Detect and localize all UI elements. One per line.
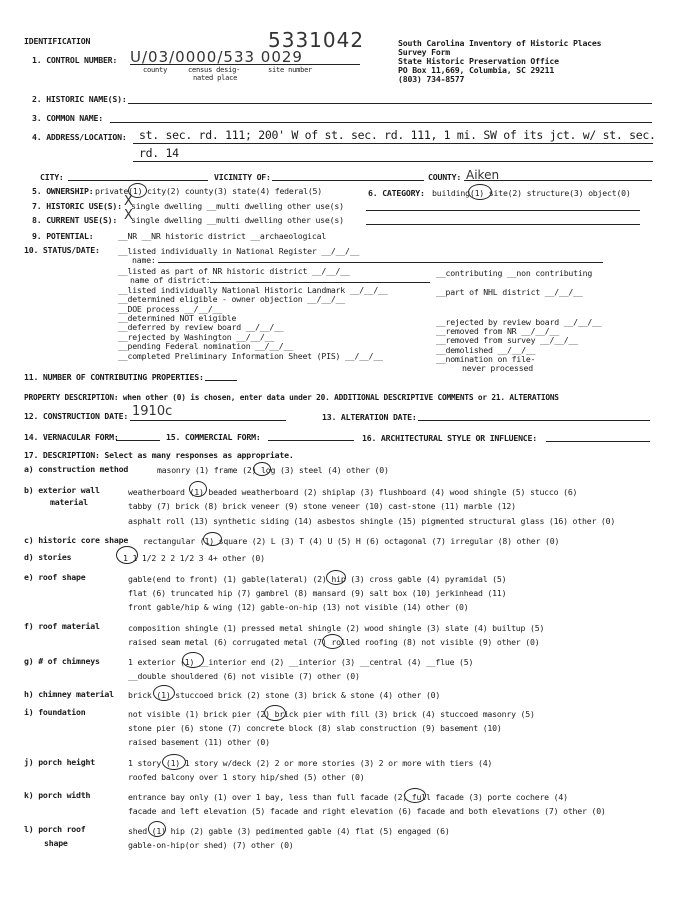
city-line — [68, 180, 208, 181]
brick-pier-circle — [264, 705, 286, 721]
alteration-date-label: 13. ALTERATION DATE: — [322, 412, 417, 422]
section-c-line-0: rectangular (1) square (2) L (3) T (4) U (5) H (6) octagonal (7) irregular (8) other (0) — [143, 536, 560, 546]
construction-date-label: 12. CONSTRUCTION DATE: — [24, 411, 129, 421]
section-k-line-1: facade and left elevation (5) facade and right elevation (6) facade and both elevations (7) other (0) — [128, 806, 606, 816]
status-left-2: __listed as part of NR historic district __/__/__ — [118, 266, 350, 276]
status-left-7: __determined NOT eligible — [118, 313, 237, 323]
status-left-8: __deferred by review board __/__/__ — [118, 322, 284, 332]
vicinity-label: VICINITY OF: — [214, 172, 271, 182]
historic-use-check: X — [124, 194, 133, 209]
weatherboard-circle — [189, 481, 207, 497]
vicinity-line — [272, 180, 424, 181]
address-line-2-rule — [133, 161, 653, 162]
current-use-options: single dwelling __multi dwelling other use(s) — [131, 215, 344, 225]
address-line-1-rule — [133, 143, 653, 144]
status-right-1: __part of NHL district __/__/__ — [436, 287, 583, 297]
section-b-line-0: weatherboard (1) beaded weatherboard (2) shiplap (3) flushboard (4) wood shingle (5) stucco (6) — [128, 487, 578, 497]
common-name-label: 3. COMMON NAME: — [32, 113, 103, 123]
category-building-circle — [468, 184, 492, 200]
control-number-line — [130, 64, 360, 65]
status-district-line — [210, 282, 430, 283]
commercial-form-label: 15. COMMERCIAL FORM: — [166, 432, 261, 442]
status-right-2: __rejected by review board __/__/__ — [436, 317, 602, 327]
frame-circle — [253, 462, 271, 476]
status-left-10: __pending Federal nomination __/__/__ — [118, 341, 293, 351]
potential-options: __NR __NR historic district __archaeological — [118, 231, 327, 241]
section-b-key-1: b) exterior wall — [24, 485, 100, 495]
historic-use-other-line — [366, 210, 640, 211]
address-line-2: rd. 14 — [139, 146, 179, 160]
status-right-5: __demolished __/__/__ — [436, 345, 536, 355]
county-label: COUNTY: — [428, 172, 462, 182]
form-type: Survey Form — [398, 47, 451, 57]
org-name: South Carolina Inventory of Historic Places — [398, 38, 602, 48]
status-left-9: __rejected by Washington __/__/__ — [118, 332, 275, 342]
control-sub-designated: nated place — [193, 74, 238, 82]
status-right-6: __nomination on file- — [436, 354, 536, 364]
county-line — [464, 180, 652, 181]
status-right-0: __contributing __non contributing — [436, 268, 593, 278]
status-right-3: __removed from NR __/__/__ — [436, 326, 559, 336]
control-sub-census: census desig- — [188, 66, 241, 74]
section-c-key: c) historic core shape — [24, 535, 129, 545]
section-k-key: k) porch width — [24, 790, 91, 800]
section-d-line-0: 1 1 1/2 2 2 1/2 3 4+ other (0) — [123, 553, 265, 563]
section-l-line-1: gable-on-hip(or shed) (7) other (0) — [128, 840, 294, 850]
rectangular-circle — [203, 532, 222, 546]
office-phone: (803) 734-8577 — [398, 74, 465, 84]
section-j-line-1: roofed balcony over 1 story hip/shed (5) other (0) — [128, 772, 365, 782]
section-b-line-1: tabby (7) brick (8) brick veneer (9) stone veneer (10) cast-stone (11) marble (12) — [128, 501, 516, 511]
section-j-key: j) porch height — [24, 757, 95, 767]
county-value: Aiken — [466, 168, 500, 182]
section-f-key: f) roof material — [24, 621, 100, 631]
section-h-key: h) chimney material — [24, 689, 114, 699]
section-a-line-0: masonry (1) frame (2) log (3) steel (4) other (0) — [157, 465, 389, 475]
alteration-date-line — [418, 420, 650, 421]
city-label: CITY: — [40, 172, 64, 182]
one-story-porch-circle — [162, 754, 186, 770]
potential-label: 9. POTENTIAL: — [32, 231, 94, 241]
contributing-label: 11. NUMBER OF CONTRIBUTING PROPERTIES: — [24, 372, 204, 382]
ownership-label: 5. OWNERSHIP: — [32, 186, 94, 196]
section-l-line-0: shed (1) hip (2) gable (3) pedimented gable (4) flat (5) engaged (6) — [128, 826, 450, 836]
section-d-key: d) stories — [24, 552, 72, 562]
current-use-other-line — [366, 224, 640, 225]
current-use-label: 8. CURRENT USE(S): — [32, 215, 118, 225]
status-left-5: __determined eligible - owner objection __/__/__ — [118, 294, 346, 304]
status-left-3: name of district: — [130, 275, 211, 285]
current-use-check: X — [124, 208, 133, 223]
brick-chimney-circle — [153, 685, 175, 701]
architectural-style-line — [546, 441, 650, 442]
section-e-key: e) roof shape — [24, 572, 86, 582]
section-b-line-2: asphalt roll (13) synthetic siding (14) asbestos shingle (15) pigmented structural glass (16) other (0) — [128, 516, 616, 526]
section-l-key-2: shape — [44, 838, 68, 848]
porch-width-circle — [404, 788, 426, 803]
status-left-4: __listed individually National Historic Landmark __/__/__ — [118, 285, 388, 295]
status-left-0: __listed individually in National Register __/__/__ — [118, 246, 360, 256]
handwritten-control-number: 5331042 — [268, 28, 365, 52]
section-i-key: i) foundation — [24, 707, 86, 717]
section-e-line-0: gable(end to front) (1) gable(lateral) (2) hip (3) cross gable (4) pyramidal (5) — [128, 574, 507, 584]
section-l-key-1: l) porch roof — [24, 824, 86, 834]
section-a-key: a) construction method — [24, 464, 129, 474]
section-g-line-0: 1 exterior (1) __interior end (2) __interior (3) __central (4) __flue (5) — [128, 657, 474, 667]
description-heading: 17. DESCRIPTION: Select as many responses as appropriate. — [24, 450, 294, 460]
section-i-line-0: not visible (1) brick pier (2) brick pier with fill (3) brick (4) stuccoed masonry (5) — [128, 709, 535, 719]
construction-date-value: 1910c — [132, 404, 173, 419]
historic-names-label: 2. HISTORIC NAME(S): — [32, 94, 127, 104]
office-name: State Historic Preservation Office — [398, 56, 559, 66]
section-j-line-0: 1 story (1) 1 story w/deck (2) 2 or more stories (3) 2 or more with tiers (4) — [128, 758, 493, 768]
section-b-key-2: material — [50, 497, 88, 507]
architectural-style-label: 16. ARCHITECTURAL STYLE OR INFLUENCE: — [362, 433, 537, 443]
ownership-options: private(1) city(2) county(3) state(4) federal(5) — [95, 186, 323, 196]
exterior-chimney-circle — [182, 652, 204, 668]
status-left-1: name: — [132, 255, 156, 265]
contributing-line — [205, 380, 237, 381]
section-k-line-0: entrance bay only (1) over 1 bay, less than full facade (2) full facade (3) porte cochere (4) — [128, 792, 568, 802]
status-left-6: __DOE process __/__/__ — [118, 304, 223, 314]
control-number-label: 1. CONTROL NUMBER: — [32, 55, 118, 65]
historic-names-line — [128, 103, 652, 104]
section-g-key: g) # of chimneys — [24, 656, 100, 666]
status-right-7: never processed — [462, 363, 533, 373]
section-h-line-0: brick (1) stuccoed brick (2) stone (3) brick & stone (4) other (0) — [128, 690, 441, 700]
vernacular-form-label: 14. VERNACULAR FORM: — [24, 432, 119, 442]
gable-lateral-circle — [326, 570, 346, 585]
control-number-value: U/03/0000/533 0029 — [130, 48, 303, 66]
common-name-line — [110, 122, 652, 123]
property-description-note: PROPERTY DESCRIPTION: when other (0) is chosen, enter data under 20. ADDITIONAL DESCRIPTIVE COMMENTS or 21. ALTERATIONS — [24, 393, 559, 402]
construction-date-line — [130, 420, 286, 421]
status-name-line — [158, 262, 603, 263]
section-i-line-1: stone pier (6) stone (7) concrete block (8) slab construction (9) basement (10) — [128, 723, 502, 733]
identification-heading: IDENTIFICATION — [24, 36, 91, 46]
category-options: building(1) site(2) structure(3) object(0) — [432, 188, 631, 198]
section-g-line-1: __double shouldered (6) not visible (7) other (0) — [128, 671, 360, 681]
section-f-line-1: raised seam metal (6) corrugated metal (7) rolled roofing (8) not visible (9) other (0) — [128, 637, 540, 647]
status-left-11: __completed Preliminary Information Sheet (PIS) __/__/__ — [118, 351, 383, 361]
section-f-line-0: composition shingle (1) pressed metal shingle (2) wood shingle (3) slate (4) builtup (5) — [128, 623, 545, 633]
corrugated-metal-circle — [322, 634, 343, 649]
historic-use-label: 7. HISTORIC USE(S): — [32, 201, 122, 211]
historic-use-options: single dwelling __multi dwelling other use(s) — [131, 201, 344, 211]
section-e-line-2: front gable/hip & wing (12) gable-on-hip (13) not visible (14) other (0) — [128, 602, 469, 612]
address-line-1: st. sec. rd. 111; 200' W of st. sec. rd. 111, 1 mi. SW of its jct. w/ st. sec. — [139, 128, 656, 142]
office-address: PO Box 11,669, Columbia, SC 29211 — [398, 65, 555, 75]
section-e-line-1: flat (6) truncated hip (7) gambrel (8) mansard (9) salt box (10) jerkinhead (11) — [128, 588, 507, 598]
address-label: 4. ADDRESS/LOCATION: — [32, 132, 127, 142]
status-label: 10. STATUS/DATE: — [24, 245, 100, 255]
commercial-form-line — [268, 440, 354, 441]
control-sub-county: county — [143, 66, 168, 74]
stories-circle — [116, 546, 138, 564]
vernacular-form-line — [116, 440, 160, 441]
shed-roof-circle — [148, 821, 166, 837]
control-sub-site: site number — [268, 66, 313, 74]
category-label: 6. CATEGORY: — [368, 188, 425, 198]
section-i-line-2: raised basement (11) other (0) — [128, 737, 270, 747]
status-right-4: __removed from survey __/__/__ — [436, 335, 578, 345]
